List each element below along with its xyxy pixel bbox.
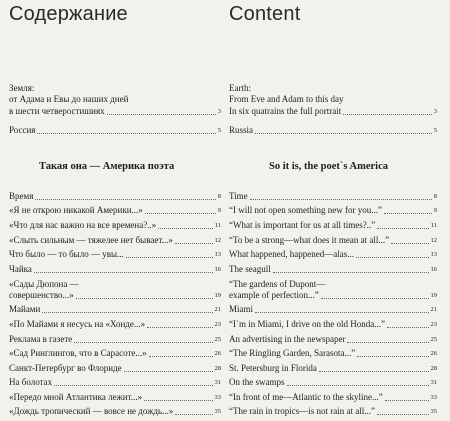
entry-page: 26 xyxy=(430,350,437,357)
toc-entry[interactable] xyxy=(9,304,221,315)
toc-entry[interactable] xyxy=(229,319,437,330)
toc-entry[interactable] xyxy=(9,377,221,388)
dot-leader xyxy=(34,272,213,273)
toc-entry[interactable] xyxy=(229,334,437,345)
dot-leader xyxy=(377,228,429,229)
dot-leader xyxy=(145,213,216,214)
toc-entry[interactable] xyxy=(229,235,437,246)
entry-page: 3 xyxy=(217,108,221,115)
entry-title: На болотах xyxy=(9,377,53,387)
entry-page: 12 xyxy=(214,237,221,244)
toc-entry[interactable] xyxy=(9,264,221,275)
entry-page: 35 xyxy=(430,408,437,415)
entry-page: 21 xyxy=(214,306,221,313)
entry-page: 21 xyxy=(430,306,437,313)
toc-entry[interactable] xyxy=(229,220,437,231)
entry-title: “I will not open something new for you...” xyxy=(229,205,382,215)
toc-entry[interactable] xyxy=(229,205,437,216)
dot-leader xyxy=(107,114,216,115)
entry-page: 31 xyxy=(430,379,437,386)
entry-title: «Сад Ринглингов, что в Сарасоте...» xyxy=(9,348,147,358)
intro-title-line1: From Eve and Adam to this day xyxy=(229,94,344,104)
entry-page: 23 xyxy=(214,321,221,328)
entry-page: 28 xyxy=(214,365,221,372)
dot-leader xyxy=(126,257,213,258)
entry-page: 3 xyxy=(433,108,437,115)
toc-entry[interactable] xyxy=(229,106,437,117)
entry-title: «Я не открою никакой Америки...» xyxy=(9,205,143,215)
dot-leader xyxy=(175,414,212,415)
entry-page: 16 xyxy=(214,266,221,273)
section-title: Такая она — Америка поэта xyxy=(39,161,175,172)
toc-entry[interactable] xyxy=(229,406,437,417)
toc-entry[interactable] xyxy=(9,249,221,260)
entry-title: On the swamps xyxy=(229,377,285,387)
entry-page: 35 xyxy=(214,408,221,415)
toc-entry[interactable] xyxy=(9,290,221,301)
entry-page: 8 xyxy=(217,193,221,200)
toc-entry[interactable] xyxy=(9,363,221,374)
toc-entry[interactable] xyxy=(9,205,221,216)
entry-page: 19 xyxy=(214,292,221,299)
entry-title: «По Майами я несусь на «Хонде...» xyxy=(9,319,146,329)
entry-page: 25 xyxy=(430,336,437,343)
entry-title-line1: “The gardens of Dupont— xyxy=(229,279,326,289)
entry-title: “What is important for us at all times?..” xyxy=(229,220,376,230)
entry-title: «Слыть сильным — тяжелее нет бывает...» xyxy=(9,235,173,245)
entry-page: 26 xyxy=(214,350,221,357)
dot-leader xyxy=(149,356,213,357)
entry-title: “The Ringling Garden, Sarasota...” xyxy=(229,348,356,358)
dot-leader xyxy=(147,327,212,328)
toc-entry[interactable] xyxy=(9,235,221,246)
entry-title: «Дождь тропический — вовсе не дождь...» xyxy=(9,406,174,416)
dot-leader xyxy=(144,400,212,401)
entry-title: St. Petersburg in Florida xyxy=(229,363,317,373)
entry-page: 33 xyxy=(214,394,221,401)
entry-title: совершенство...» xyxy=(9,290,74,300)
entry-title: “To be a strong—what does it mean at all...” xyxy=(229,235,390,245)
entry-title: Майами xyxy=(9,304,41,314)
entry-title: Miami xyxy=(229,304,253,314)
dot-leader xyxy=(124,371,213,372)
toc-entry[interactable] xyxy=(229,249,437,260)
section-title: So it is, the poet`s America xyxy=(269,161,388,172)
dot-leader xyxy=(175,243,213,244)
entry-title: Чайка xyxy=(9,264,32,274)
entry-page: 19 xyxy=(430,292,437,299)
toc-entry[interactable] xyxy=(9,191,221,202)
dot-leader xyxy=(387,327,429,328)
intro-label: Earth: xyxy=(229,83,251,93)
entry-title-line1: «Сады Дюпона — xyxy=(9,279,79,289)
dot-leader xyxy=(35,199,215,200)
entry-title: Россия xyxy=(9,125,36,135)
page-title-english: Content xyxy=(229,3,301,25)
entry-page: 12 xyxy=(430,237,437,244)
toc-entry[interactable] xyxy=(229,363,437,374)
toc-entry[interactable] xyxy=(9,392,221,403)
entry-title: в шести четверостишиях xyxy=(9,106,105,116)
entry-title: What happened, happened—alas... xyxy=(229,249,354,259)
entry-title: In six quatrains the full portrait xyxy=(229,106,342,116)
entry-page: 11 xyxy=(430,222,437,229)
dot-leader xyxy=(385,400,429,401)
page-title-russian: Содержание xyxy=(9,3,128,25)
toc-entry[interactable] xyxy=(229,264,437,275)
entry-page: 8 xyxy=(433,193,437,200)
toc-entry[interactable] xyxy=(9,406,221,417)
dot-leader xyxy=(319,371,429,372)
entry-page: 13 xyxy=(214,251,221,258)
toc-entry[interactable] xyxy=(229,290,437,301)
entry-page: 28 xyxy=(430,365,437,372)
entry-title: “The rain in tropics—is not rain at all...” xyxy=(229,406,375,416)
entry-page: 11 xyxy=(214,222,221,229)
dot-leader xyxy=(250,199,432,200)
dot-leader xyxy=(377,414,429,415)
toc-entry[interactable] xyxy=(229,125,437,136)
dot-leader xyxy=(54,385,212,386)
entry-page: 5 xyxy=(433,127,437,134)
toc-entry[interactable] xyxy=(9,106,221,117)
entry-title: example of perfection...” xyxy=(229,290,319,300)
entry-page: 9 xyxy=(217,207,221,214)
toc-entry[interactable] xyxy=(9,125,221,136)
dot-leader xyxy=(158,228,213,229)
toc-entry[interactable] xyxy=(229,392,437,403)
dot-leader xyxy=(356,257,429,258)
dot-leader xyxy=(287,385,429,386)
dot-leader xyxy=(273,272,429,273)
entry-title: “In front of me—Atlantic to the skyline...” xyxy=(229,392,383,402)
toc-entry[interactable] xyxy=(229,304,437,315)
entry-title: Что было — то было — увы... xyxy=(9,249,124,259)
dot-leader xyxy=(37,133,215,134)
entry-page: 16 xyxy=(430,266,437,273)
entry-title: «Передо мной Атлантика лежит...» xyxy=(9,392,143,402)
entry-title: Санкт-Петербург во Флориде xyxy=(9,363,122,373)
dot-leader xyxy=(42,312,212,313)
intro-label: Земля: xyxy=(9,83,35,93)
toc-entry[interactable] xyxy=(9,334,221,345)
entry-page: 5 xyxy=(217,127,221,134)
entry-page: 25 xyxy=(214,336,221,343)
entry-title: Time xyxy=(229,191,248,201)
dot-leader xyxy=(357,356,428,357)
dot-leader xyxy=(76,298,213,299)
entry-page: 13 xyxy=(430,251,437,258)
entry-page: 33 xyxy=(430,394,437,401)
entry-title: An advertising in the newspaper xyxy=(229,334,346,344)
dot-leader xyxy=(255,312,429,313)
entry-title: Russia xyxy=(229,125,254,135)
entry-title: «Что для нас важно на все времена?..» xyxy=(9,220,157,230)
entry-page: 23 xyxy=(430,321,437,328)
entry-title: The seagull xyxy=(229,264,271,274)
dot-leader xyxy=(343,114,432,115)
intro-title-line1: от Адама и Евы до наших дней xyxy=(9,94,129,104)
dot-leader xyxy=(74,342,212,343)
toc-entry[interactable] xyxy=(229,348,437,359)
dot-leader xyxy=(384,213,432,214)
toc-entry[interactable] xyxy=(9,348,221,359)
toc-entry[interactable] xyxy=(9,220,221,231)
entry-page: 31 xyxy=(214,379,221,386)
dot-leader xyxy=(255,133,432,134)
entry-page: 9 xyxy=(433,207,437,214)
entry-title: Реклама в газете xyxy=(9,334,73,344)
entry-title: “I`m in Miami, I drive on the old Honda...” xyxy=(229,319,385,329)
toc-entry[interactable] xyxy=(229,191,437,202)
dot-leader xyxy=(347,342,428,343)
dot-leader xyxy=(391,243,428,244)
toc-entry[interactable] xyxy=(229,377,437,388)
toc-entry[interactable] xyxy=(9,319,221,330)
dot-leader xyxy=(321,298,429,299)
entry-title: Время xyxy=(9,191,34,201)
